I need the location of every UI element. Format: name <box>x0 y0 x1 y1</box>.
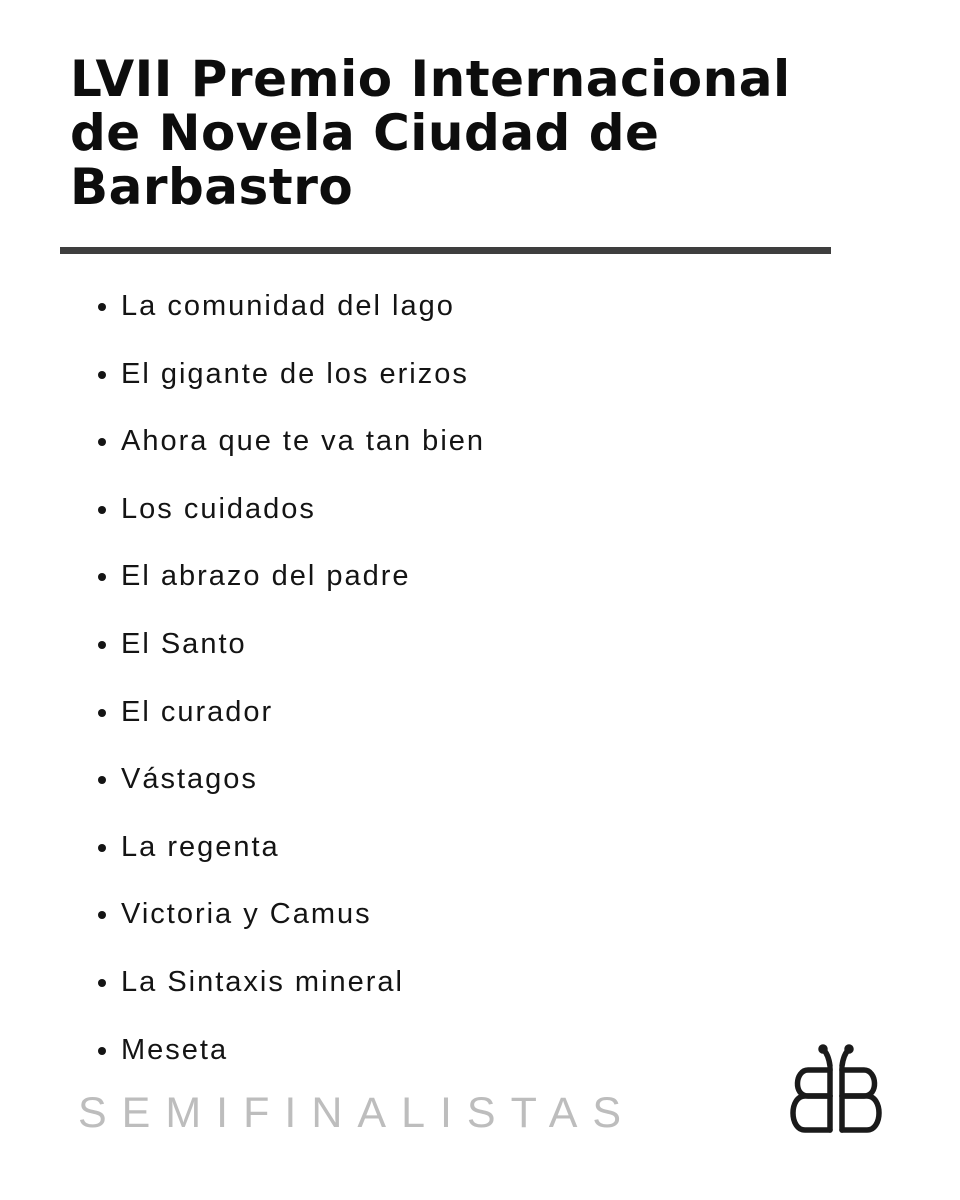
list-item <box>98 554 485 622</box>
list-item-label: El abrazo del padre <box>121 560 411 593</box>
title-divider <box>60 247 831 254</box>
bullet-icon <box>98 709 106 717</box>
list-item <box>98 690 485 758</box>
list-item-label: La regenta <box>121 830 280 863</box>
bullet-icon <box>98 776 106 784</box>
list-item <box>98 757 485 825</box>
list-item-label: Vástagos <box>121 763 258 796</box>
page-title: LVII Premio Internacional de Novela Ciudad de Barbastro <box>70 50 791 216</box>
list-item <box>98 825 485 893</box>
list-item <box>98 284 485 352</box>
bullet-icon <box>98 979 106 987</box>
bullet-icon <box>98 641 106 649</box>
bullet-icon <box>98 371 106 379</box>
list-item-label: La Sintaxis mineral <box>121 965 404 998</box>
bullet-icon <box>98 844 106 852</box>
bullet-icon <box>98 573 106 581</box>
list-item <box>98 419 485 487</box>
list-item-label: El curador <box>121 695 274 728</box>
list-item-label: Los cuidados <box>121 492 316 525</box>
semifinalists-list <box>98 284 485 1095</box>
list-item <box>98 1028 485 1096</box>
list-item-label: Ahora que te va tan bien <box>121 425 486 458</box>
list-item-label: Meseta <box>121 1033 229 1066</box>
list-item-label: El gigante de los erizos <box>121 357 469 390</box>
butterfly-bb-logo-icon <box>786 1044 886 1138</box>
list-item <box>98 622 485 690</box>
list-item-label: El Santo <box>121 627 247 660</box>
bullet-icon <box>98 506 106 514</box>
section-label: SEMIFINALISTAS <box>78 1089 637 1137</box>
list-item-label: La comunidad del lago <box>121 290 455 322</box>
bullet-icon <box>98 1047 106 1055</box>
list-item <box>98 892 485 960</box>
bullet-icon <box>98 911 106 919</box>
list-item <box>98 352 485 420</box>
bullet-icon <box>98 438 106 446</box>
bullet-icon <box>98 303 106 311</box>
list-item <box>98 960 485 1028</box>
list-item-label: Victoria y Camus <box>121 898 372 931</box>
list-item <box>98 487 485 555</box>
